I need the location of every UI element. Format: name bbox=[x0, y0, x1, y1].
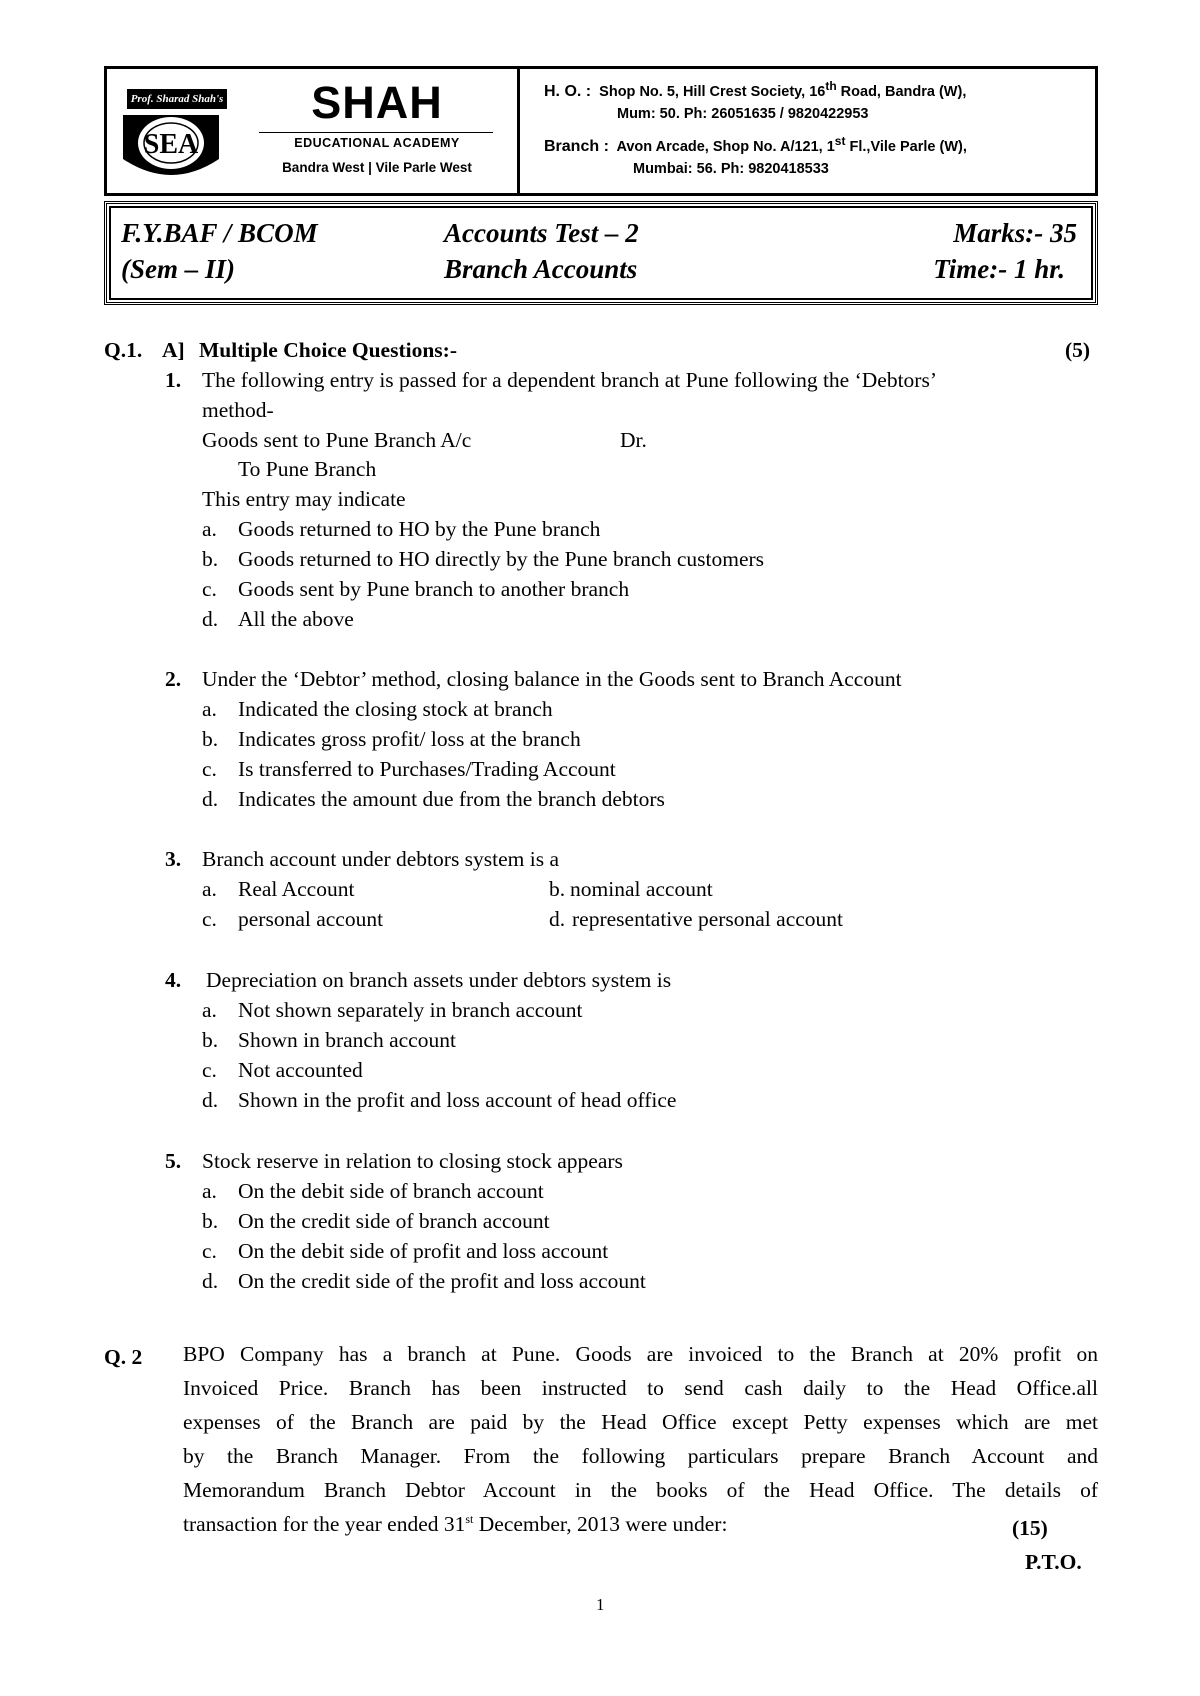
option-key: d. bbox=[202, 1269, 219, 1293]
test-title-box bbox=[104, 201, 1098, 305]
question-text: The following entry is passed for a dependent branch at Pune following the ‘Debtors’ bbox=[202, 368, 937, 392]
question-text: Branch account under debtors system is a bbox=[202, 847, 560, 871]
question-number: 5. bbox=[165, 1149, 182, 1173]
time-allowed: Time:- 1 hr. bbox=[933, 254, 1065, 284]
question-text-cont: This entry may indicate bbox=[202, 487, 406, 511]
branch-label: Branch : bbox=[544, 138, 609, 155]
semester: (Sem – II) bbox=[121, 254, 235, 284]
brand-subtitle: EDUCATIONAL ACADEMY bbox=[294, 136, 460, 150]
option-text: Indicates the amount due from the branch debtors bbox=[238, 787, 665, 811]
q1-label: Q.1. bbox=[104, 338, 143, 362]
question-text: Depreciation on branch assets under debtors system is bbox=[206, 968, 672, 992]
option-text: Goods sent by Pune branch to another branch bbox=[238, 577, 630, 601]
option-text: personal account bbox=[238, 907, 384, 931]
option-text: On the debit side of branch account bbox=[238, 1179, 544, 1203]
q2-line: Memorandum Branch Debtor Account in the books of the Head Office. The details of bbox=[183, 1478, 1098, 1502]
option-text: Not shown separately in branch account bbox=[238, 998, 583, 1022]
question-text: Under the ‘Debtor’ method, closing balance in the Goods sent to Branch Account bbox=[202, 667, 902, 691]
option-key: c. bbox=[202, 1239, 217, 1263]
letterhead-divider bbox=[517, 69, 520, 193]
q2-line: by the Branch Manager. From the following particulars prepare Branch Account and bbox=[183, 1444, 1098, 1468]
journal-entry-debit: Goods sent to Pune Branch A/c bbox=[202, 428, 472, 452]
question-text-cont: method- bbox=[202, 398, 274, 422]
logo-banner: Prof. Sharad Shah's bbox=[127, 89, 227, 109]
option-key: c. bbox=[202, 757, 217, 781]
q1-marks: (5) bbox=[1065, 338, 1091, 362]
option-key: c. bbox=[202, 907, 217, 931]
option-key: b. bbox=[202, 547, 219, 571]
option-key: a. bbox=[202, 998, 217, 1022]
letterhead bbox=[104, 66, 1098, 196]
option-key: a. bbox=[202, 697, 217, 721]
page-number: 1 bbox=[596, 1595, 605, 1614]
option-text: Indicated the closing stock at branch bbox=[238, 697, 553, 721]
option-key: b. bbox=[202, 1028, 219, 1052]
test-name: Accounts Test – 2 bbox=[444, 218, 639, 248]
question-number: 4. bbox=[165, 968, 182, 992]
ho-label: H. O. : bbox=[544, 83, 592, 100]
option-text: Real Account bbox=[238, 877, 355, 901]
question-number: 2. bbox=[165, 667, 182, 691]
option-text: Goods returned to HO by the Pune branch bbox=[238, 517, 601, 541]
option-key: d. bbox=[549, 907, 566, 931]
option-text: Shown in branch account bbox=[238, 1028, 456, 1052]
option-text: On the debit side of profit and loss account bbox=[238, 1239, 609, 1263]
question-number: 1. bbox=[165, 368, 182, 392]
option-text: On the credit side of branch account bbox=[238, 1209, 550, 1233]
branch-address-line2: Mumbai: 56. Ph: 9820418533 bbox=[633, 161, 829, 177]
option-text: On the credit side of the profit and loss account bbox=[238, 1269, 646, 1293]
logo-monogram: SEA bbox=[143, 129, 199, 160]
brand-name: SHAH bbox=[311, 77, 443, 128]
test-topic: Branch Accounts bbox=[444, 254, 638, 284]
option-key: c. bbox=[202, 577, 217, 601]
course-name: F.Y.BAF / BCOM bbox=[121, 218, 318, 248]
option-text: nominal account bbox=[570, 877, 713, 901]
q2-line: expenses of the Branch are paid by the Head Office except Petty expenses which are met bbox=[183, 1410, 1098, 1434]
option-key: d. bbox=[202, 1088, 219, 1112]
option-text: Is transferred to Purchases/Trading Account bbox=[238, 757, 616, 781]
option-key: a. bbox=[202, 1179, 217, 1203]
q2-line-last: transaction for the year ended 31st December, 2013 were under: bbox=[183, 1511, 728, 1536]
brand-rule bbox=[259, 132, 493, 133]
branch-address-line1: Branch : Avon Arcade, Shop No. A/121, 1st Fl.,Vile Parle (W), bbox=[544, 134, 967, 155]
option-key: a. bbox=[202, 877, 217, 901]
q2-line: Invoiced Price. Branch has been instructed to send cash daily to the Head Office.all bbox=[183, 1376, 1098, 1400]
option-text: Not accounted bbox=[238, 1058, 363, 1082]
journal-entry-credit: To Pune Branch bbox=[238, 457, 377, 481]
ho-address-line1: H. O. : Shop No. 5, Hill Crest Society, 16th Road, Bandra (W), bbox=[544, 79, 967, 100]
ho-address-line2: Mum: 50. Ph: 26051635 / 9820422953 bbox=[617, 106, 869, 122]
option-text: Shown in the profit and loss account of head office bbox=[238, 1088, 677, 1112]
option-key: d. bbox=[202, 787, 219, 811]
option-key: a. bbox=[202, 517, 217, 541]
academy-seal-logo bbox=[119, 93, 223, 185]
journal-entry-dr-tag: Dr. bbox=[620, 428, 647, 452]
q1-heading: Multiple Choice Questions:- bbox=[199, 338, 457, 362]
option-key: b. bbox=[202, 1209, 219, 1233]
option-key: b. bbox=[202, 727, 219, 751]
option-key: c. bbox=[202, 1058, 217, 1082]
total-marks: Marks:- 35 bbox=[953, 218, 1077, 248]
q2-line: BPO Company has a branch at Pune. Goods are invoiced to the Branch at 20% profit on bbox=[183, 1342, 1098, 1366]
option-text: All the above bbox=[238, 607, 354, 631]
q2-marks: (15) bbox=[1012, 1516, 1048, 1540]
option-key: b. bbox=[549, 877, 566, 901]
option-text: representative personal account bbox=[572, 907, 844, 931]
pto-note: P.T.O. bbox=[1025, 1550, 1082, 1574]
q2-problem-text bbox=[183, 1337, 1098, 1541]
option-text: Indicates gross profit/ loss at the branch bbox=[238, 727, 581, 751]
option-text: Goods returned to HO directly by the Pune branch customers bbox=[238, 547, 765, 571]
question-number: 3. bbox=[165, 847, 182, 871]
option-key: d. bbox=[202, 607, 219, 631]
brand-locations: Bandra West | Vile Parle West bbox=[282, 160, 472, 175]
q1-section: A] bbox=[162, 338, 185, 362]
question-text: Stock reserve in relation to closing stock appears bbox=[202, 1149, 623, 1173]
q2-label: Q. 2 bbox=[104, 1345, 143, 1369]
